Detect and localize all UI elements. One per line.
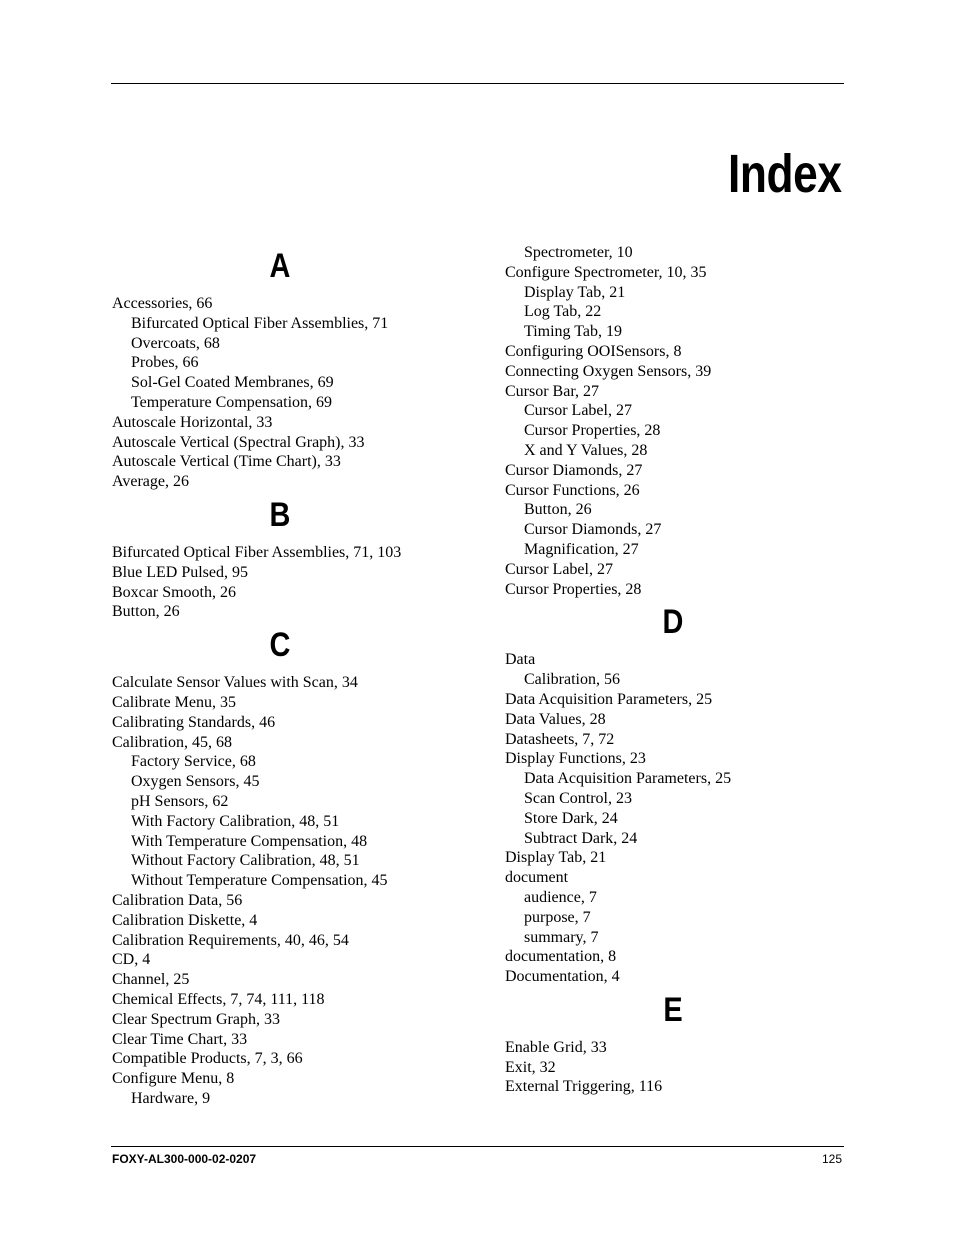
index-subentry: With Factory Calibration, 48, 51 [131,812,340,830]
index-subentry: summary, 7 [524,928,599,946]
index-subentry: Cursor Label, 27 [524,402,632,420]
footer-rule [111,1146,844,1147]
index-entry: Blue LED Pulsed, 95 [112,563,248,581]
index-entry: Cursor Properties, 28 [505,580,642,598]
index-entry: Cursor Bar, 27 [505,382,600,400]
index-entry: Autoscale Vertical (Spectral Graph), 33 [112,433,365,451]
index-letter-heading: A [269,247,291,285]
index-subentry: Temperature Compensation, 69 [131,393,333,411]
index-entry: Enable Grid, 33 [505,1038,607,1056]
index-entry: Data [505,651,536,669]
header-rule [111,83,844,84]
index-entry: Configure Spectrometer, 10, 35 [505,263,707,281]
index-subentry: Spectrometer, 10 [524,244,633,261]
index-subentry: Hardware, 9 [131,1089,211,1107]
index-entry: CD, 4 [112,951,151,969]
index-subentry: Sol-Gel Coated Membranes, 69 [131,374,334,392]
index-entry: Configure Menu, 8 [112,1070,235,1088]
index-subentry: Bifurcated Optical Fiber Assemblies, 71 [131,314,389,332]
page-number: 125 [821,1152,842,1166]
index-column-right [505,243,855,1097]
index-subentry: Display Tab, 21 [524,283,626,301]
index-subentry: Oxygen Sensors, 45 [131,773,260,791]
index-entry: Autoscale Vertical (Time Chart), 33 [112,453,341,471]
index-entry: Calculate Sensor Values with Scan, 34 [112,674,358,692]
index-subentry: Cursor Properties, 28 [524,422,661,440]
index-subentry: audience, 7 [524,888,597,906]
index-entry: Configuring OOISensors, 8 [505,342,682,360]
page-title: Index [728,144,842,204]
index-entry: Button, 26 [112,603,180,621]
index-subentry: Store Dark, 24 [524,809,618,827]
index-entry: Calibration Data, 56 [112,891,243,909]
index-letter-heading: D [662,603,684,642]
index-entry: Cursor Label, 27 [505,560,613,578]
index-subentry: Button, 26 [524,501,592,519]
index-subentry: X and Y Values, 28 [524,441,648,459]
index-entry: Clear Time Chart, 33 [112,1030,248,1048]
index-column-left [112,243,462,1109]
index-entry: Calibration Diskette, 4 [112,911,258,929]
index-subentry: pH Sensors, 62 [131,792,229,810]
index-subentry: Data Acquisition Parameters, 25 [524,770,732,788]
index-entry: External Triggering, 116 [505,1078,663,1096]
index-subentry: Timing Tab, 19 [524,323,623,341]
index-subentry: Scan Control, 23 [524,789,632,807]
index-subentry: Subtract Dark, 24 [524,829,638,847]
index-entry: documentation, 8 [505,948,617,966]
index-entry: Calibrating Standards, 46 [112,713,276,731]
index-entry: Boxcar Smooth, 26 [112,583,236,601]
index-entry: Display Tab, 21 [505,849,607,867]
index-entry: Cursor Functions, 26 [505,481,640,499]
index-entry: Channel, 25 [112,971,190,989]
index-entry: Data Acquisition Parameters, 25 [505,690,713,708]
index-letter-heading: B [269,495,291,534]
index-subentry: Log Tab, 22 [524,303,602,321]
index-entry: Cursor Diamonds, 27 [505,461,643,479]
index-entry: Data Values, 28 [505,710,606,728]
index-subentry: Probes, 66 [131,354,199,372]
index-entry: Chemical Effects, 7, 74, 111, 118 [112,990,325,1008]
index-entry: Calibrate Menu, 35 [112,693,236,711]
index-entry: Autoscale Horizontal, 33 [112,413,273,431]
index-subentry: Factory Service, 68 [131,753,256,771]
index-subentry: Without Temperature Compensation, 45 [131,872,388,890]
index-entry: Accessories, 66 [112,295,213,312]
index-entry: Clear Spectrum Graph, 33 [112,1010,280,1028]
index-entry: Calibration Requirements, 40, 46, 54 [112,931,349,949]
index-entry: Exit, 32 [505,1058,556,1076]
index-entry: Calibration, 45, 68 [112,733,232,751]
index-subentry: Without Factory Calibration, 48, 51 [131,852,360,870]
index-letter-heading: C [269,626,291,665]
index-subentry: Overcoats, 68 [131,334,220,352]
index-entry: document [505,869,569,887]
index-entry: Documentation, 4 [505,968,620,986]
index-subentry: Cursor Diamonds, 27 [524,521,662,539]
index-entry: Display Functions, 23 [505,750,646,768]
index-subentry: With Temperature Compensation, 48 [131,832,368,850]
index-subentry: Calibration, 56 [524,671,620,689]
index-entry: Average, 26 [112,473,189,491]
index-entry: Datasheets, 7, 72 [505,730,615,748]
index-subentry: Magnification, 27 [524,540,639,558]
index-entry: Compatible Products, 7, 3, 66 [112,1050,303,1068]
index-subentry: purpose, 7 [524,908,591,926]
index-letter-heading: E [663,990,683,1029]
index-entry: Bifurcated Optical Fiber Assemblies, 71, 103 [112,543,402,561]
index-entry: Connecting Oxygen Sensors, 39 [505,362,712,380]
footer-document-id: FOXY-AL300-000-02-0207 [112,1152,257,1166]
